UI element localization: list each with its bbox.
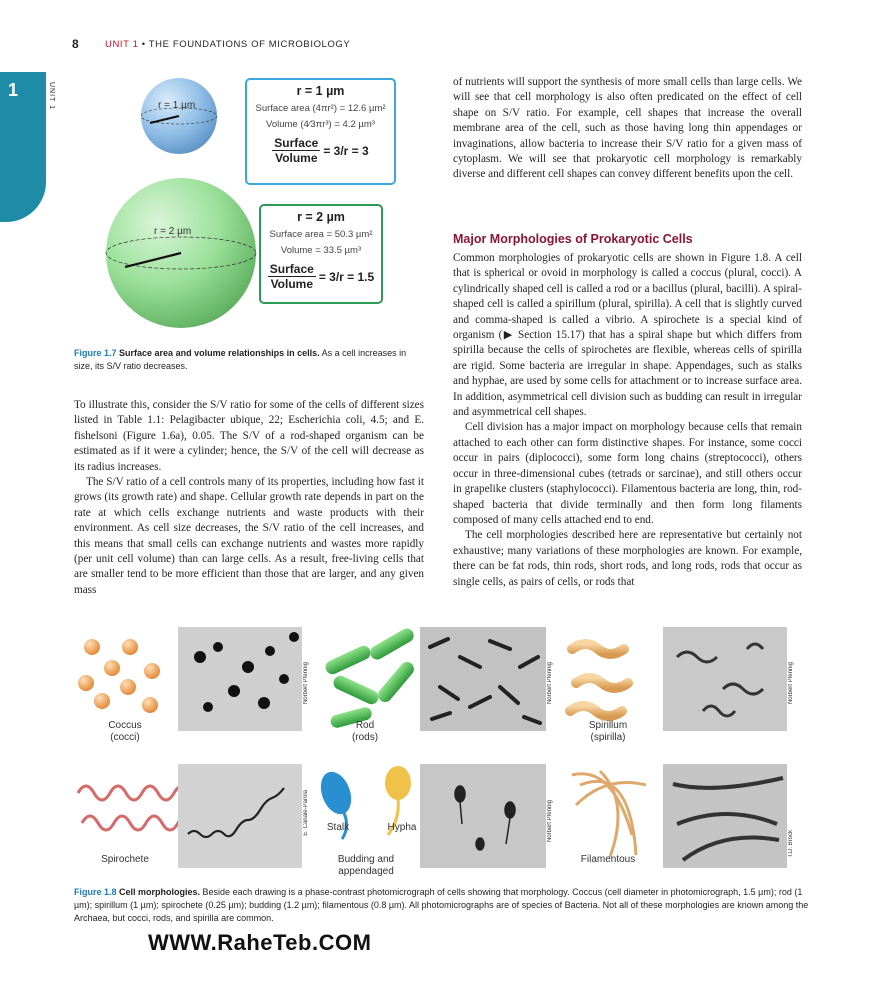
photo-credit: Norbert Pfennig	[547, 662, 553, 705]
sv-box-r2-ratio	[261, 262, 381, 291]
label-spirillum: Spirillum (spirilla)	[588, 720, 628, 743]
running-head-title: THE FOUNDATIONS OF MICROBIOLOGY	[148, 39, 351, 50]
figure-1-7-title: Surface area and volume relationships in cells.	[119, 348, 320, 358]
sv-box-r1-volume: Volume (4⁄3πr³) = 4.2 µm³	[266, 119, 375, 130]
photo-credit: Norbert Pfennig	[547, 800, 553, 843]
photo-credit: Norbert Pfennig	[303, 662, 309, 705]
unit-tab-vertical-label: UNIT 1	[48, 82, 55, 111]
spirillum-photomicrograph	[663, 627, 787, 731]
sv-box-r2	[259, 204, 383, 304]
body-paragraph: of nutrients will support the synthesis of more small cells than large cells. We will see that cell morphology is also often predicated on the effect of cell shape on S/V ratio. For example, cell shapes that increase the overall membrane area of the cell, such as those having long thin appendages or invaginations, allow bacteria to increase their S/V ratio for a given mass of cytoplasm. We will see that prokaryotic cell morphology is remarkably diverse and different cell shapes can convey different benefits upon the cell.	[453, 76, 802, 181]
label-stalk: Stalk	[326, 822, 350, 833]
sv-box-r2-ratio-den: Volume	[270, 277, 314, 291]
coccus-photomicrograph	[178, 627, 302, 731]
sv-box-r2-title: r = 2 µm	[297, 210, 345, 224]
figure-1-7-text: As a cell increases in size, its S/V ratio decreases.	[74, 348, 407, 371]
section-heading: Major Morphologies of Prokaryotic Cells	[453, 232, 693, 246]
body-paragraph: The S/V ratio of a cell controls many of its properties, including how fast it grows (its growth rate) and shape. Cellular growth rate depends in part on the rate at which cells exchange nutrients and waste products with their environment. As cell size decreases, the S/V ratio of the cell increases, and this means that small cells can exchange nutrients and wastes more rapidly (per unit cell volume) than can large cells. As a result, free-living cells that are smaller tend to be more efficient than those that are larger, and any given mass	[74, 476, 424, 596]
figure-1-7	[70, 70, 430, 340]
body-right-column	[453, 232, 802, 590]
sv-box-r1	[245, 78, 396, 185]
body-left-column	[74, 398, 424, 598]
label-spirochete: Spirochete	[101, 854, 149, 865]
sv-box-r1-ratio-num: Surface	[274, 136, 319, 150]
spirochete-photomicrograph	[178, 764, 302, 868]
spirillum-drawing	[570, 644, 628, 716]
sv-box-r1-title: r = 1 µm	[296, 84, 345, 98]
photo-credit: E. Canale-Parola	[303, 790, 309, 836]
sv-box-r2-volume: Volume = 33.5 µm³	[280, 245, 362, 256]
figure-1-7-label: Figure 1.7	[74, 348, 117, 358]
rod-drawing	[323, 626, 416, 729]
page-number: 8	[72, 37, 79, 51]
figure-1-8-label: Figure 1.8	[74, 887, 117, 897]
label-hypha: Hypha	[387, 822, 417, 833]
small-sphere-label: r = 1 µm	[158, 100, 196, 111]
sv-box-r2-ratio-num: Surface	[269, 262, 314, 276]
large-sphere-label: r = 2 µm	[154, 226, 192, 237]
sv-box-r2-area: Surface area = 50.3 µm²	[269, 229, 373, 240]
label-rod: Rod (rods)	[351, 720, 379, 743]
spirochete-drawing	[78, 786, 194, 830]
sv-box-r2-ratio-value: = 3/r = 1.5	[318, 269, 375, 284]
unit-tab-number: 1	[8, 80, 19, 100]
running-head-separator: •	[141, 39, 146, 50]
figure-1-7-caption	[74, 347, 424, 373]
running-head-unit: UNIT 1	[105, 39, 139, 50]
watermark: WWW.RaheTeb.COM	[148, 930, 372, 955]
rod-photomicrograph	[420, 627, 546, 731]
sv-box-r1-ratio-value: = 3/r = 3	[323, 143, 369, 158]
photo-credit: T.D. Brock	[788, 830, 794, 858]
body-paragraph: To illustrate this, consider the S/V ratio for some of the cells of different sizes listed in Table 1.1: Pelagibacter ubique, 22; Escherichia coli, 4.5; and E. fishelsoni (Figure 1.6a), 0.05. The S/V of a rod-shaped organism can be estimated as if it were a cylinder; hence, the S/V of the cell will decrease as its radius increases.	[74, 399, 424, 473]
running-head	[105, 39, 350, 50]
figure-1-8-text: Beside each drawing is a phase-contrast photomicrograph of cells showing that morphology. Coccus (cell diameter in photomicrograph, 1.5 µm); rod (1 µm); spirillum (1 µm); spirochete (0.25 µm); budding (1.2 µm); filamentous (0.8 µm). All photomicrographs are of species of Bacteria. Not all of these morphologies are known among the Archaea, but cocci, rods, and spirilla are common.	[74, 887, 809, 923]
sv-box-r1-area: Surface area (4πr²) = 12.6 µm²	[255, 103, 386, 114]
body-right-column-top	[453, 75, 802, 183]
unit-tab	[0, 72, 46, 222]
body-paragraph: The cell morphologies described here are representative but certainly not exhaustive; many variations of these morphologies are known. For example, there can be fat rods, thin rods, short rods, and long rods, rods that occur as single cells, as pairs of cells, or rods that	[453, 529, 802, 588]
budding-photomicrograph	[420, 764, 546, 868]
figure-1-8-title: Cell morphologies.	[119, 887, 201, 897]
filamentous-drawing	[572, 771, 646, 857]
body-paragraph: Common morphologies of prokaryotic cells are shown in Figure 1.8. A cell that is spherical or ovoid in morphology is called a coccus (plural, cocci). A cylindrically shaped cell is called a rod or a bacillus (plural, bacilli). A spiral-shaped cell is called a spirillum (plural, spirilla). A cell that is slightly curved and comma-shaped is called a vibrio. A spirochete is a special kind of organism (▶ Section 15.17) that has a spiral shape but which differs from spirilla because the cells of spirochetes are flexible, whereas cells of spirilla are rigid. Some bacteria are irregular in shape. Appendages, such as stalks and hyphae, are used by some cells for attachment or to increase surface area. In addition, asymmetrical cell division such as budding can result in irregular and asymmetrical cell shapes.	[453, 252, 802, 419]
filamentous-photomicrograph	[663, 764, 787, 868]
coccus-drawing	[78, 639, 160, 713]
photo-credit: Norbert Pfennig	[788, 662, 794, 705]
figure-1-8-caption	[74, 886, 814, 925]
body-paragraph: Cell division has a major impact on morphology because cells that remain attached to each other can form distinctive shapes. For instance, some cocci occur in pairs (diplococci), some form long chains (streptococci), others occur in three-dimensional cubes (tetrads or sarcinae), and still others occur in grapelike clusters (staphylococci). Filamentous bacteria are long, thin, rod-shaped bacteria that divide terminally and then form long filaments composed of many cells attached end to end.	[453, 421, 802, 526]
label-filamentous: Filamentous	[580, 854, 636, 865]
label-budding: Budding and appendaged	[337, 854, 395, 877]
sv-box-r1-ratio-den: Volume	[275, 151, 318, 165]
label-coccus: Coccus (cocci)	[108, 720, 142, 743]
sv-box-r1-ratio	[247, 136, 394, 165]
